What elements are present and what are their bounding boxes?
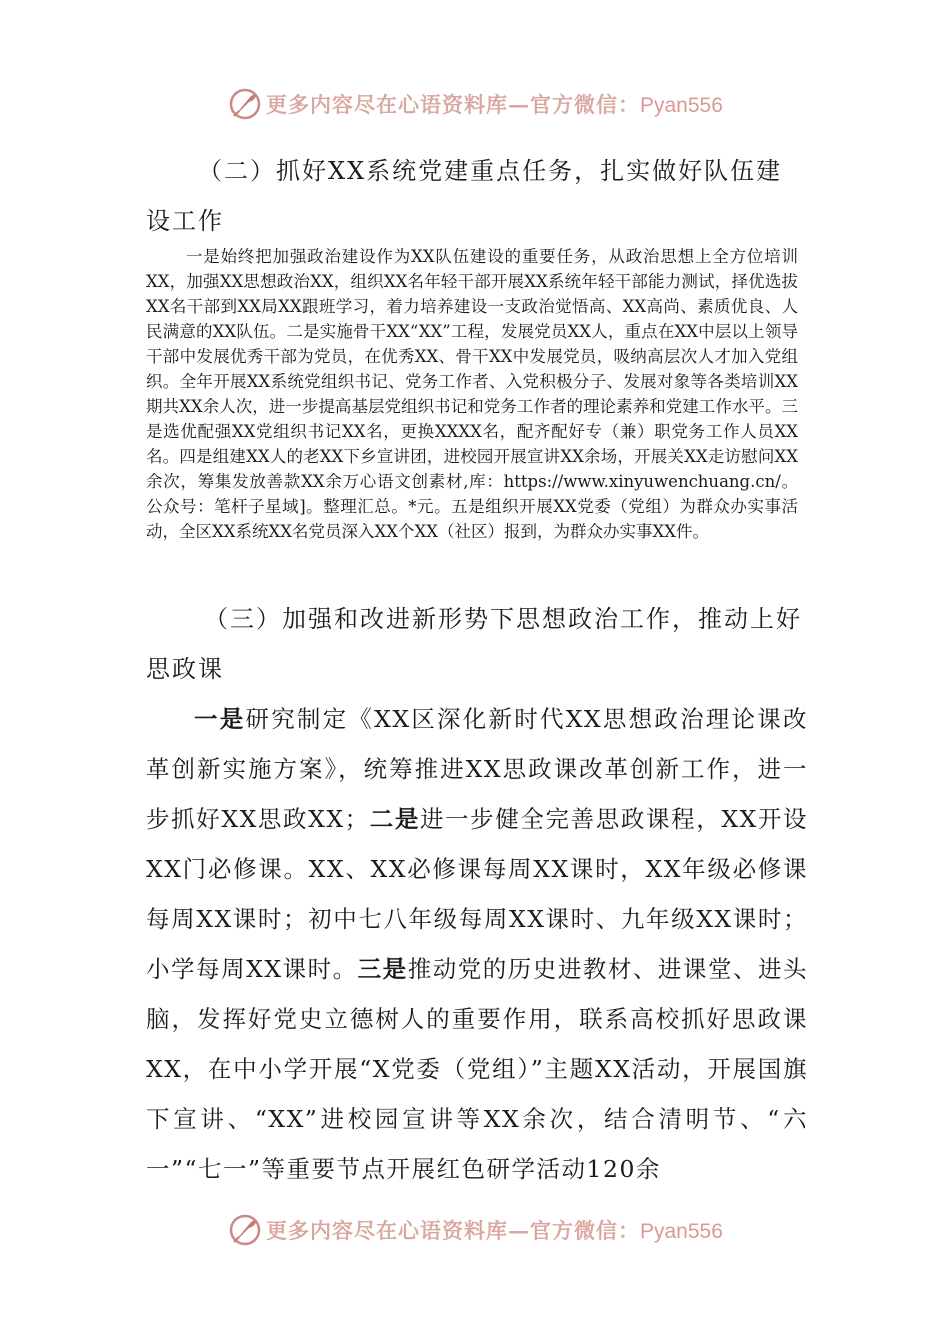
- text-1: 研究制定《XX区深化新时代XX思想政治理论课改革创新实施方案》，统筹推进XX思政课改革创新工作，进一步抓好XX思政XX；: [146, 705, 809, 833]
- section-2-body: 一是始终把加强政治建设作为XX队伍建设的重要任务，从政治思想上全方位培训XX，加强XX思想政治XX，组织XX名年轻干部开展XX系统年轻干部能力测试，择优选拔XX名干部到XX局XX跟班学习，着力培养建设一支政治觉悟高、XX高尚、素质优良、人民满意的XX队伍。二是实施骨干XX“XX”工程，发展党员XX人，重点在XX中层以上领导干部中发展优秀干部为党员，在优秀XX、骨干XX中发展党员，吸纳高层次人才加入党组织。全年开展XX系统党组织书记、党务工作者、入党积极分子、发展对象等各类培训XX期共XX余人次，进一步提高基层党组织书记和党务工作者的理论素养和党建工作水平。三是选优配强XX党组织书记XX名，更换XXXX名，配齐配好专（兼）职党务工作人员XX名。四是组建XX人的老XX下乡宣讲团，进校园开展宣讲XX余场，开展关XX走访慰问XX余次，筹集发放善款XX余万心语文创素材,库：https://www.xinyuwenchuang.cn/。公众号：笔杆子星域]。整理汇总。*元。五是组织开展XX党委（党组）为群众办实事活动，全区XX系统XX名党员深入XX个XX（社区）报到，为群众办实事XX件。: [146, 247, 798, 541]
- text-2: 进一步健全完善思政课程，XX开设XX门必修课。XX、XX必修课每周XX课时，XX年级必修课每周XX课时；初中七八年级每周XX课时、九年级XX课时；小学每周XX课时。: [146, 805, 809, 983]
- text-3: 推动党的历史进教材、进课堂、进头脑，发挥好党史立德树人的重要作用，联系高校抓好思政课XX，在中小学开展“X党委（党组）”主题XX活动，开展国旗下宣讲、“XX”进校园宣讲等XX余次，结合清明节、“六一”“七一”等重要节点开展红色研学活动120余: [146, 955, 809, 1183]
- lead-3: 三是: [357, 955, 408, 983]
- lead-2: 二是: [369, 805, 420, 833]
- banner-text: 更多内容尽在心语资料库—官方微信：Pyan556: [266, 1218, 723, 1243]
- quill-logo-icon: [228, 87, 262, 121]
- lead-1: 一是: [194, 705, 246, 733]
- section-heading-2: （二）抓好XX系统党建重点任务，扎实做好队伍建设工作: [146, 157, 783, 235]
- quill-logo-icon: [228, 1213, 262, 1247]
- banner-text: 更多内容尽在心语资料库—官方微信：Pyan556: [266, 92, 723, 117]
- section-heading-3: （三）加强和改进新形势下思想政治工作，推动上好思政课: [146, 605, 802, 683]
- watermark-banner-bottom: [228, 1210, 748, 1250]
- watermark-banner-top: [228, 84, 748, 124]
- section-3-body: [146, 694, 808, 1194]
